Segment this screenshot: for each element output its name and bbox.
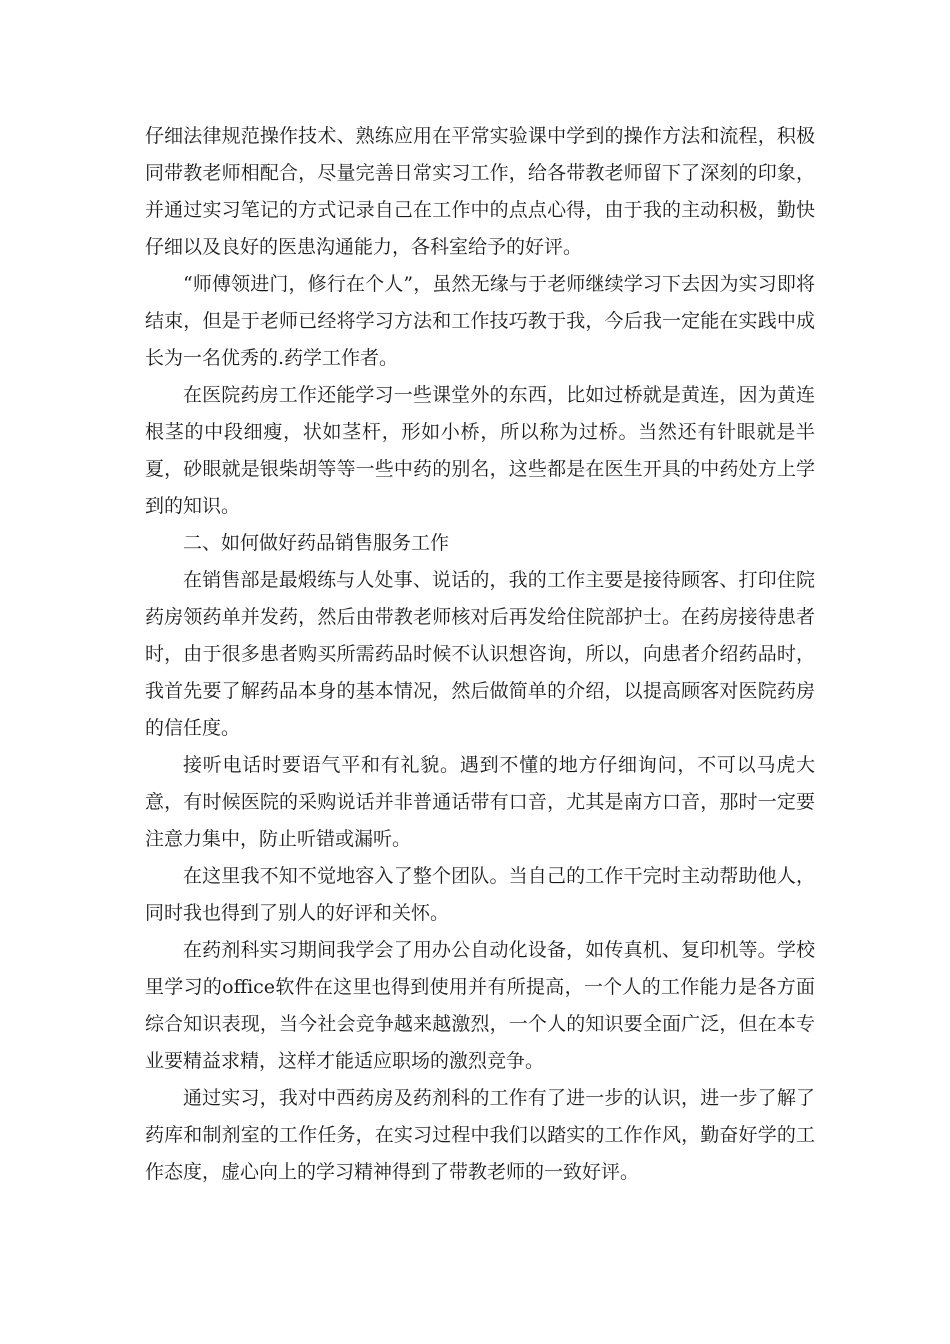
paragraph-7: 在药剂科实习期间我学会了用办公自动化设备，如传真机、复印机等。学校里学习的office软件在这里也得到使用并有所提高，一个人的工作能力是各方面综合知识表现，当今社会竞争越来越激烈，一个人的知识要全面广泛，但在本专业要精益求精，这样才能适应职场的激烈竞争。 (145, 939, 815, 1072)
paragraph-8: 通过实习，我对中西药房及药剂科的工作有了进一步的认识，进一步了解了药库和制剂室的工作任务，在实习过程中我们以踏实的工作作风，勤奋好学的工作态度，虚心向上的学习精神得到了带教老师的一致好评。 (145, 1087, 815, 1183)
paragraph-6: 在这里我不知不觉地容入了整个团队。当自己的工作干完时主动帮助他人，同时我也得到了别人的好评和关怀。 (145, 865, 815, 924)
paragraph-1: 仔细法律规范操作技术、熟练应用在平常实验课中学到的操作方法和流程，积极同带教老师相配合，尽量完善日常实习工作，给各带教老师留下了深刻的印象，并通过实习笔记的方式记录自己在工作中的点点心得，由于我的主动积极，勤快仔细以及良好的医患沟通能力，各科室给予的好评。 (145, 125, 815, 258)
section-heading: 二、如何做好药品销售服务工作 (183, 532, 450, 554)
paragraph-5: 接听电话时要语气平和有礼貌。遇到不懂的地方仔细询问，不可以马虎大意，有时候医院的采购说话并非普通话带有口音，尤其是南方口音，那时一定要注意力集中，防止听错或漏听。 (145, 754, 815, 850)
paragraph-2: “师傅领进门，修行在个人”，虽然无缘与于老师继续学习下去因为实习即将结束，但是于老师已经将学习方法和工作技巧教于我，今后我一定能在实践中成长为一名优秀的.药学工作者。 (145, 273, 815, 369)
paragraph-4: 在销售部是最煅练与人处事、说话的，我的工作主要是接待顾客、打印住院药房领药单并发药，然后由带教老师核对后再发给住院部护士。在药房接待患者时，由于很多患者购买所需药品时候不认识想咨询，所以，向患者介绍药品时，我首先要了解药品本身的基本情况，然后做简单的介绍，以提高顾客对医院药房的信任度。 (145, 569, 815, 739)
paragraph-3: 在医院药房工作还能学习一些课堂外的东西，比如过桥就是黄连，因为黄连根茎的中段细瘦，状如茎杆，形如小桥，所以称为过桥。当然还有针眼就是半夏，砂眼就是银柴胡等等一些中药的别名，这些都是在医生开具的中药处方上学到的知识。 (145, 384, 815, 517)
document-body (145, 118, 815, 1191)
